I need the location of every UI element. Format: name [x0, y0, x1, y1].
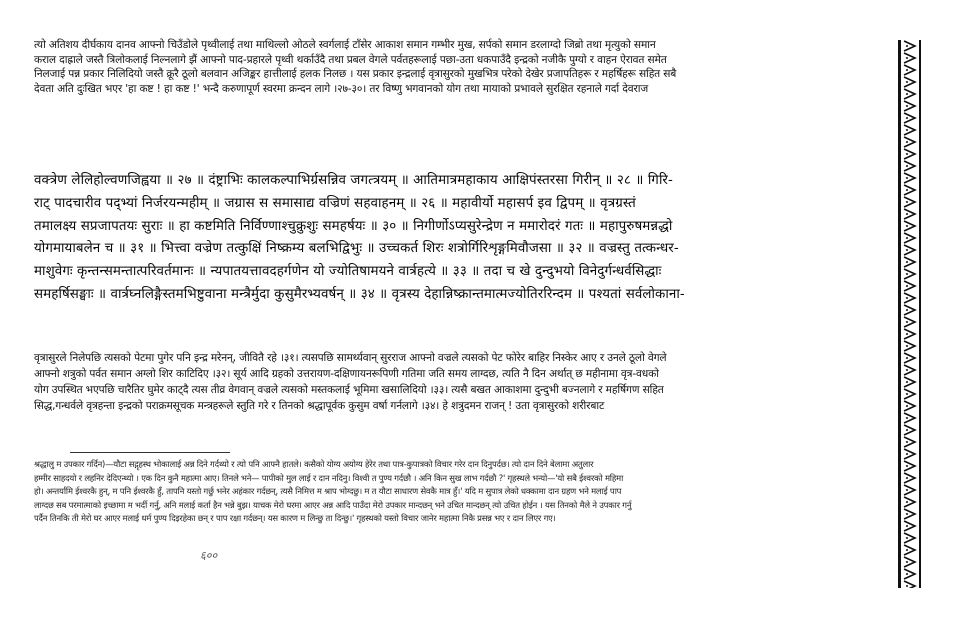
verse-line: योगमायाबलेन च ॥ ३१ ॥ भित्त्वा वज्रेण तत्कुक्षिं निष्क्रम्य बलभिद्विभुः ॥ उच्चकर्त शिरः शत्रोर्गिरिशृङ्गमिवौजसा ॥ ३२ ॥ वज्रस्तु तत्कन्धर-	[34, 241, 679, 257]
ornament-pattern-icon	[902, 40, 918, 588]
footnote-line: लाग्दछ सब परमात्माको इच्छामा म भर्दी गर्नु, अनि मलाई कर्ता हैन भन्ने बुझ। याचक मेरो घरमा आएर अन्न आदि पाउँदा मेरो उपकार मान्दछन् भने उचित मान्दछन् त्यो उचित होईन । यस तिनको मैले ने उपकार गर्नु	[34, 499, 632, 510]
text-line: वृत्रासुरले निलेपछि त्यसको पेटमा पुगेर पनि इन्द्र मरेनन्, जीवितै रहे ।३१। त्यसपछि सामर्थ्यवान् सुरराज आफ्नो वज्रले त्यसको पेट फोरेर बाहिर निस्केर आए र उनले ठूलो वेगले	[34, 352, 667, 364]
footnote-divider	[70, 452, 230, 453]
footnote-line: श्रद्धालु म उपकार गर्दिन)—यौटा सद्गृहस्थ भोकालाई अन्न दिने गर्दथ्यो र त्यो पनि आफ्नै हातले। कसैको योग्य अयोग्य हेरेर तथा पात्र-कुपात्रको विचार गरेर दान दिनुपर्दछ। त्यो दान दिने बेलामा अतुलार	[34, 459, 594, 469]
footnote-line: हो। अन्तर्यामि ईश्वरकै हुन्, म पनि ईश्वरकै हुँ, तापनि यस्तो गर्छु भनेर अहंकार गर्दछन्, त्यसै निमित्त म श्राप भोग्दछु। म त यौटा साधारण सेवकै मात्र हुँ।' यदि म सुपात्र लेको धक्कामा दान ग्रहण भने मलाई पाप	[34, 486, 622, 497]
text-line: कराल दाह्राले जस्तै त्रिलोकलाई निल्नलागे झैं आफ्नो पाद-प्रहारले पृथ्वी थर्काउँदै तथा प्रबल वेगले पर्वतहरूलाई पछा-उता धकपाउँदै इन्द्रको नजीकै पुग्यो र वाहन ऐरावत समेत	[34, 53, 667, 66]
verse-line: समहर्षिसङ्घाः ॥ वार्त्रघ्नलिङ्गैस्तमभिष्टुवाना मन्त्रैर्मुदा कुसुमैरभ्यवर्षन् ॥ ३४ ॥ वृत्रस्य देहान्निष्क्रान्तमात्मज्योतिररिन्दम ॥ पश्यतां सर्वलोकाना-	[34, 286, 685, 302]
footnotes	[34, 458, 886, 526]
decorative-border	[897, 40, 923, 588]
border-rule	[898, 40, 901, 588]
sanskrit-verse-block	[34, 170, 886, 307]
verse-line: तमालक्ष्य सप्रजापतयः सुराः ॥ हा कष्टमिति निर्विण्णाश्चुक्रुशुः समहर्षयः ॥ ३० ॥ निगीर्णोऽप्यसुरेन्द्रेण न ममारोदरं गतः ॥ महापुरुषमन्नद्धो	[34, 218, 673, 234]
footnote-line: पर्दैन तिनकि ती मेरो घर आएर मलाई धर्म पुण्य दिइरहेका छन् र पाप रक्षा गर्दछन्। यस कारण म लिन्छु ता दिन्छु।' गृहस्थको यस्तो विचार जानेर महात्मा निकै प्रसन्न भए र दान लिएर गए।	[34, 513, 556, 524]
text-line: आफ्नो शत्रुको पर्वत समान अग्लो शिर काटिदिए ।३२। सूर्य आदि ग्रहको उत्तरायण-दक्षिणायनरूपिणी गतिमा जति समय लाग्दछ, त्यति नै दिन अर्थात् छ महीनामा वृत्र-वधको	[34, 368, 659, 380]
text-line: त्यो अतिशय दीर्घकाय दानव आफ्नो चिउँडोले पृथ्वीलाई तथा माथिल्लो ओठले स्वर्गलाई टाँसेर आकाश समान गम्भीर मुख, सर्पको समान डरलाग्दो जिब्रो तथा मृत्युको समान	[34, 39, 656, 51]
text-line: सिद्ध,गन्धर्वले वृत्रहन्ता इन्द्रको पराक्रमसूचक मन्त्रहरूले स्तुति गरे र तिनको श्रद्धापूर्वक कुसुम वर्षा गर्नलागे ।३४। हे शत्रुदमन राजन् ! उता वृत्रासुरको शरीरबाट	[34, 400, 605, 412]
nepali-translation-bottom	[34, 350, 886, 414]
page-number: ६००	[200, 549, 218, 562]
nepali-translation-top	[34, 38, 886, 96]
text-line: निलजाई पन्न प्रकार निलिदियो जस्तै क्रूरै ठूलो बलवान अजिङ्कर हात्तीलाई हलक निलछ । यस प्रकार इन्द्रलाई वृत्रासुरको मुखभित्र परेको देखेर प्रजापतिहरू र महर्षिहरू सहित सबै	[34, 68, 677, 80]
text-line: देवता अति दुःखित भएर 'हा कष्ट ! हा कष्ट !' भन्दै करुणापूर्ण स्वरमा क्रन्दन लागे ।२७-३०। तर विष्णु भगवानको योग तथा मायाको प्रभावले सुरक्षित रहनाले गर्दा देवराज	[34, 82, 649, 95]
border-rule	[919, 40, 921, 588]
text-line: योग उपस्थित भएपछि चारैतिर घुमेर काट्दै त्यस तीव्र वेगवान् वज्रले त्यसको मस्तकलाई भूमिमा खसालिदियो ।३३। त्यसै बखत आकाशमा दुन्दुभी बज्नलागे र महर्षिगण सहित	[34, 384, 664, 396]
footnote-line: हम्मीर साहदयो र लहनिर देदिएन्थ्यो । एक दिन कुनै महात्मा आए। तिनले भने— पापीको मुल लाई र दान नदिनु। विश्वी त पुण्य गर्दछौ । अनि किन सुख लाभ गर्दछौ ?' गृहस्थले भन्यो—'यो सबै ईश्वरको महिमा	[34, 472, 624, 483]
verse-line: वक्त्रेण लेलिहोल्वणजिह्वया ॥ २७ ॥ दंष्ट्राभिः कालकल्पाभिर्ग्रसन्निव जगत्त्रयम् ॥ आतिमात्रमहाकाय आक्षिपंस्तरसा गिरीन् ॥ २८ ॥ गिरि-	[34, 173, 673, 188]
verse-line: माशुवेगः कृन्तन्समन्तात्परिवर्तमानः ॥ न्यपातयत्तावदहर्गणेन यो ज्योतिषामयने वार्त्रहत्ये ॥ ३३ ॥ तदा च खे दुन्दुभयो विनेदुर्गन्धर्वसिद्धाः	[34, 264, 662, 280]
verse-line: राट् पादचारीव पद्भ्यां निर्जरयन्महीम् ॥ जग्रास स समासाद्य वज्रिणं सहवाहनम् ॥ २६ ॥ महावीर्यो महासर्प इव द्विपम् ॥ वृत्रग्रस्तं	[34, 195, 636, 211]
